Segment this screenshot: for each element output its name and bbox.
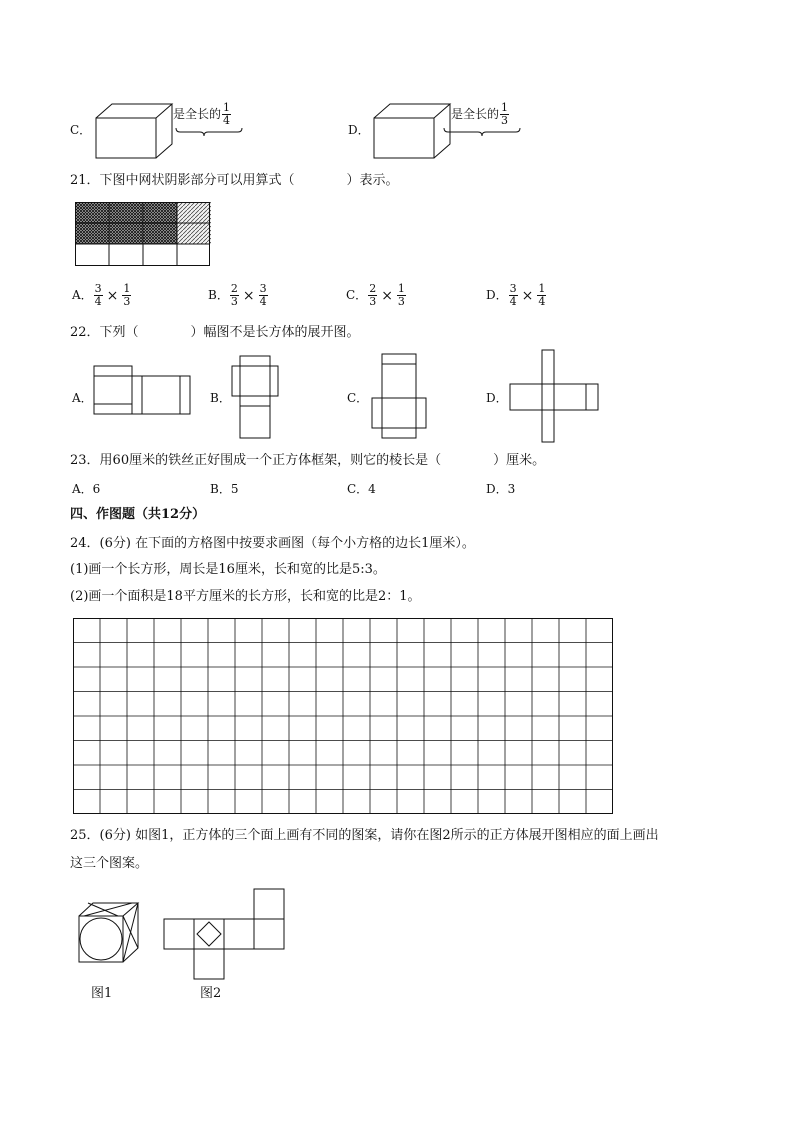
- q22-option-d-net: [506, 348, 602, 446]
- q22-option-c-net: [370, 352, 430, 442]
- q25-figure-2-caption: 图2: [200, 986, 222, 1001]
- q25-figure-1-cube: [76, 900, 142, 966]
- q21-shaded-grid: [75, 202, 211, 268]
- q23-option-c[interactable]: C．4: [347, 482, 376, 496]
- q20-option-c-fraction: $\frac{1}{4}$: [223, 101, 231, 127]
- q20-option-c-label[interactable]: C．: [70, 123, 92, 137]
- q22-stem: 22．下列（ ）幅图不是长方体的展开图。: [70, 325, 360, 340]
- q22-option-b-net: [230, 354, 286, 444]
- q23-option-a[interactable]: A．6: [72, 482, 101, 496]
- q22-option-d-label[interactable]: D．: [486, 391, 508, 405]
- q20-option-d-fraction: $\frac{1}{3}$: [501, 101, 509, 127]
- q22-option-c-label[interactable]: C．: [347, 391, 369, 405]
- q23-option-b[interactable]: B．5: [210, 482, 239, 496]
- q25-stem-line2: 这三个图案。: [70, 856, 149, 871]
- q23-option-d[interactable]: D．3: [486, 482, 516, 496]
- q23-stem: 23．用60厘米的铁丝正好围成一个正方体框架，则它的棱长是（ ）厘米。: [70, 453, 546, 468]
- section-4-title: 四、作图题（共12分）: [70, 507, 206, 522]
- q22-option-a-net: [92, 364, 196, 416]
- q24-stem: 24．(6分) 在下面的方格图中按要求画图（每个小方格的边长1厘米）。: [70, 536, 475, 551]
- q21-option-c[interactable]: C． $\frac{2}{3}$ × $\frac{1}{3}$: [346, 282, 405, 308]
- q21-option-d[interactable]: D． $\frac{3}{4}$ × $\frac{1}{4}$: [486, 282, 546, 308]
- q20-option-c-annotation: 是全长的: [173, 107, 222, 121]
- q25-stem-line1: 25．(6分) 如图1，正方体的三个面上画有不同的图案，请你在图2所示的正方体展开图相应的面上画出: [70, 828, 659, 843]
- q25-figure-2-net: [162, 887, 290, 983]
- q21-option-b[interactable]: B． $\frac{2}{3}$ × $\frac{3}{4}$: [208, 282, 267, 308]
- q21-stem: 21．下图中网状阴影部分可以用算式（ ）表示。: [70, 173, 399, 188]
- q24-sub2: (2)画一个面积是18平方厘米的长方形，长和宽的比是2：1。: [70, 589, 421, 604]
- q24-square-grid[interactable]: [73, 618, 614, 815]
- q21-option-a[interactable]: A． $\frac{3}{4}$ × $\frac{1}{3}$: [72, 282, 131, 308]
- q22-option-a-label[interactable]: A．: [72, 391, 93, 405]
- q20-option-d-label[interactable]: D．: [348, 123, 370, 137]
- q25-figure-1-caption: 图1: [91, 986, 113, 1001]
- q22-option-b-label[interactable]: B．: [210, 391, 231, 405]
- q24-sub1: (1)画一个长方形，周长是16厘米，长和宽的比是5:3。: [70, 562, 386, 577]
- q20-option-d-annotation: 是全长的: [451, 107, 500, 121]
